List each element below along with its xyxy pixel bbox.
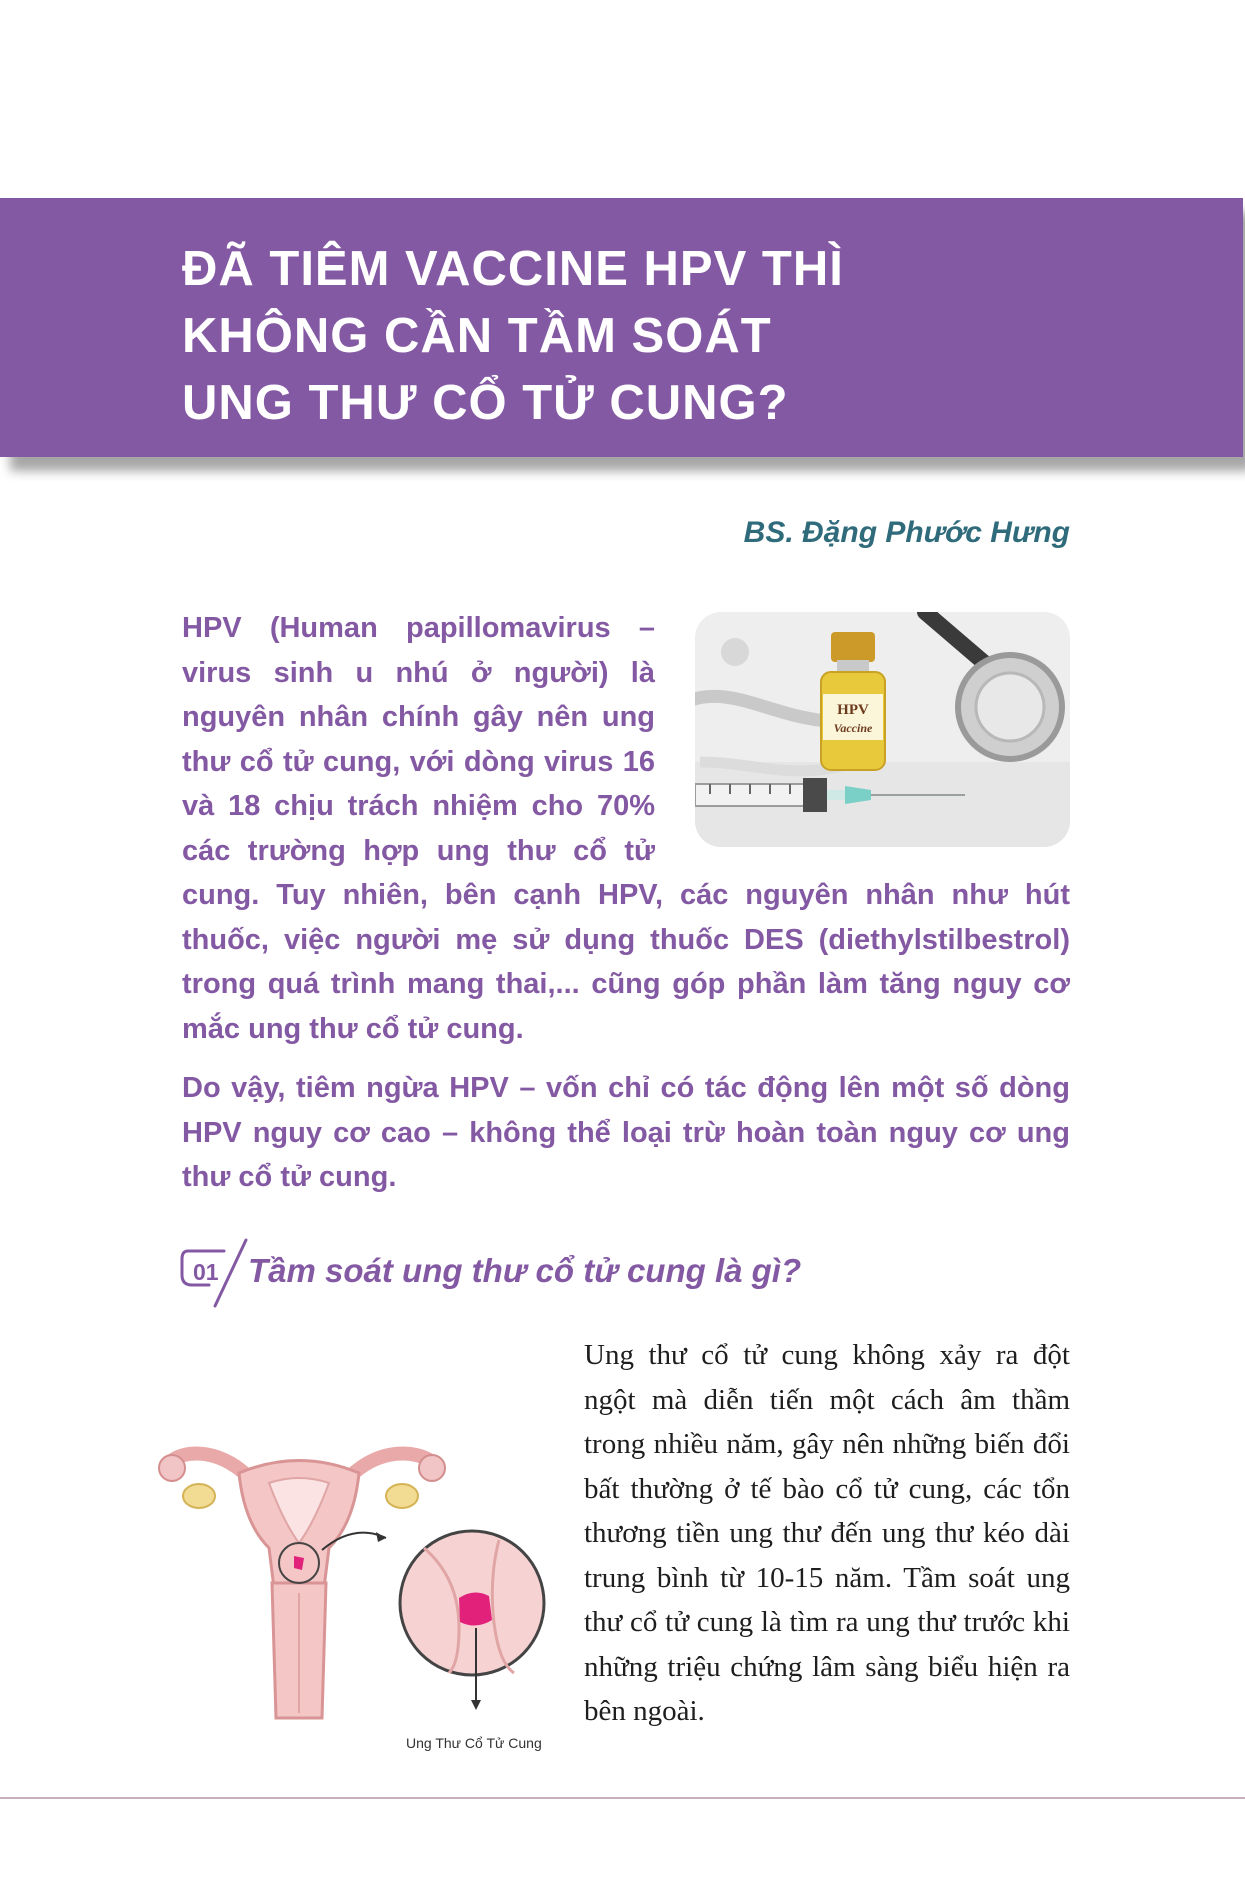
uterus-diagram	[154, 1428, 554, 1728]
section-body	[182, 1333, 1070, 1751]
title-line-2: KHÔNG CẦN TẦM SOÁT	[182, 309, 772, 363]
lead-paragraph-1-text: HPV (Human papillomavirus – virus sinh u nhú ở người) là nguyên nhân chính gây nên ung thư cổ tử cung, với dòng virus 16 và 18 chịu trách nhiệm cho 70% các trường hợp ung thư cổ tử cung. Tuy nhiên, bên cạnh HPV, các nguyên nhân như hút thuốc, việc người mẹ sử dụng thuốc DES (diethylstilbestrol) trong quá trình mang thai,... cũng góp phần làm tăng nguy cơ mắc ung thư cổ tử cung.	[182, 612, 1070, 1045]
lead-paragraph-2: Do vậy, tiêm ngừa HPV – vốn chỉ có tác động lên một số dòng HPV nguy cơ cao – không thể loại trừ hoàn toàn nguy cơ ung thư cổ tử cung.	[182, 1072, 1070, 1193]
section-title: Tầm soát ung thư cổ tử cung là gì?	[248, 1252, 802, 1289]
figure-caption: Ung Thư Cổ Tử Cung	[406, 1735, 542, 1751]
section-number-badge	[180, 1238, 250, 1308]
lead-paragraph-1	[182, 606, 1070, 1051]
anatomy-figure	[154, 1428, 554, 1751]
title-line-1: ĐÃ TIÊM VACCINE HPV THÌ	[182, 242, 844, 296]
author-byline: BS. Đặng Phước Hưng	[743, 516, 1070, 549]
bottom-divider	[0, 1797, 1245, 1799]
vial-label-hpv: HPV	[837, 702, 869, 718]
vaccine-photo	[695, 612, 1070, 847]
title-line-3: UNG THƯ CỔ TỬ CUNG?	[182, 376, 789, 430]
vial-label-vaccine: Vaccine	[833, 721, 873, 735]
page-title	[182, 236, 1182, 437]
section-number: 01	[193, 1259, 219, 1285]
section-heading	[180, 1238, 1080, 1308]
section-body-text: Ung thư cổ tử cung không xảy ra đột ngột mà diễn tiến một cách âm thầm trong nhiều năm, gây nên những biến đổi bất thường ở tế bào cổ tử cung, các tổn thương tiền ung thư đến ung thư kéo dài trung bình từ 10-15 năm. Tầm soát ung thư cổ tử cung là tìm ra ung thư trước khi những triệu chứng lâm sàng biểu hiện ra bên ngoài.	[584, 1339, 1070, 1727]
vaccine-illustration	[695, 612, 1070, 847]
